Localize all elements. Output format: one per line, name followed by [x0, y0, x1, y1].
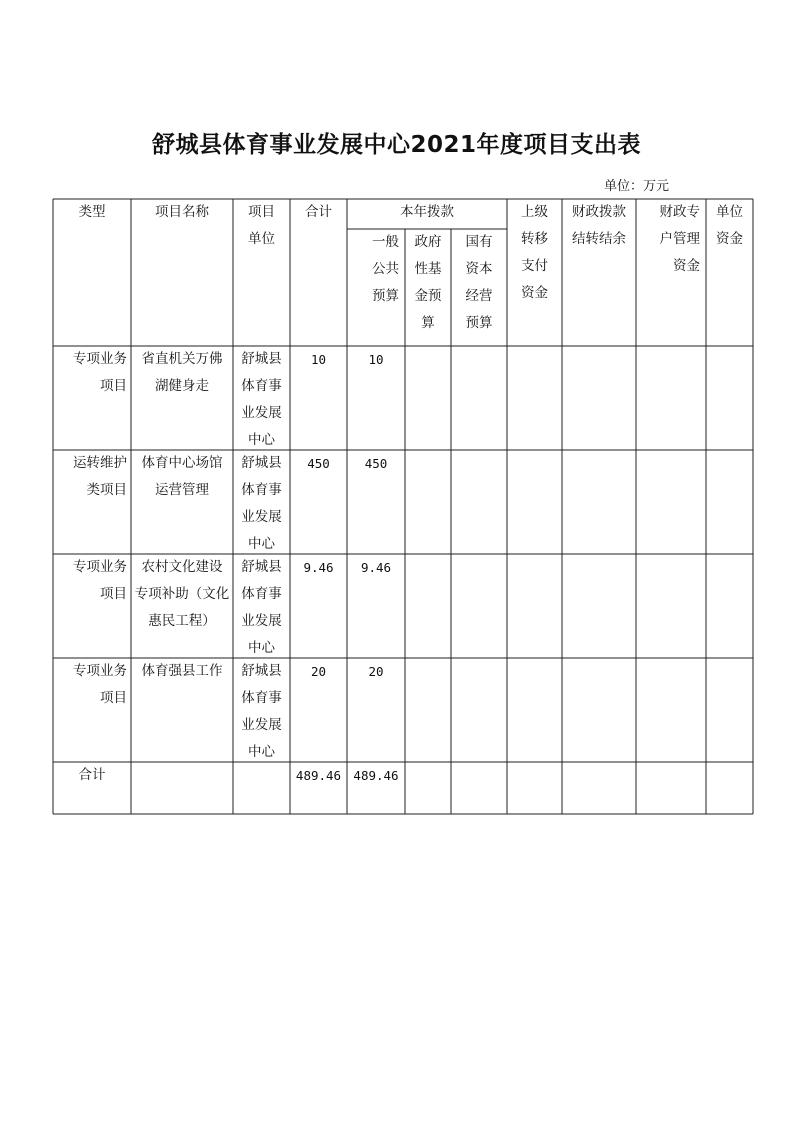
header-type: 类型	[78, 204, 106, 220]
row-1-name: 省直机关万佛 湖健身走	[141, 351, 223, 394]
row-3-type: 专项业务 项目	[73, 559, 127, 602]
row-2-name: 体育中心场馆 运营管理	[141, 455, 223, 498]
row-4-general: 20	[368, 664, 384, 679]
summary-total: 489.46	[295, 768, 342, 783]
row-4-org: 舒城县 体育事 业发展 中心	[241, 663, 282, 760]
row-2-org: 舒城县 体育事 业发展 中心	[241, 455, 282, 552]
header-current-year: 本年拨款	[400, 204, 454, 220]
header-gov-fund: 政府 性基 金预 算	[414, 234, 442, 331]
row-1-org: 舒城县 体育事 业发展 中心	[241, 351, 282, 448]
header-org: 项目 单位	[248, 204, 275, 247]
row-4-total: 20	[310, 664, 327, 679]
header-total: 合计	[305, 204, 332, 220]
row-3-total: 9.46	[303, 560, 334, 575]
row-2-total: 450	[307, 456, 330, 471]
row-4-type: 专项业务 项目	[73, 663, 127, 706]
header-name: 项目名称	[155, 204, 209, 220]
row-2-general: 450	[364, 456, 388, 471]
row-1-type: 专项业务 项目	[73, 351, 127, 394]
header-own: 单位 资金	[716, 204, 743, 247]
row-3-name: 农村文化建设 专项补助（文化 惠民工程）	[134, 559, 230, 629]
summary-general: 489.46	[353, 768, 399, 783]
row-3-org: 舒城县 体育事 业发展 中心	[241, 559, 282, 656]
header-state-capital: 国有 资本 经营 预算	[465, 234, 493, 331]
header-general-budget: 一般 公共 预算	[372, 234, 399, 304]
summary-label: 合计	[78, 767, 106, 783]
row-1-total: 10	[310, 352, 327, 367]
row-3-general: 9.46	[360, 560, 392, 575]
unit-label: 单位：万元	[604, 179, 670, 194]
header-transfer: 上级 转移 支付 资金	[521, 204, 548, 301]
page-title: 舒城县体育事业发展中心2021年度项目支出表	[151, 132, 641, 158]
header-special: 财政专 户管理 资金	[659, 204, 700, 274]
row-2-type: 运转维护 类项目	[73, 455, 127, 498]
row-1-general: 10	[368, 352, 384, 367]
header-carryover: 财政拨款 结转结余	[572, 204, 626, 247]
row-4-name: 体育强县工作	[141, 663, 223, 679]
